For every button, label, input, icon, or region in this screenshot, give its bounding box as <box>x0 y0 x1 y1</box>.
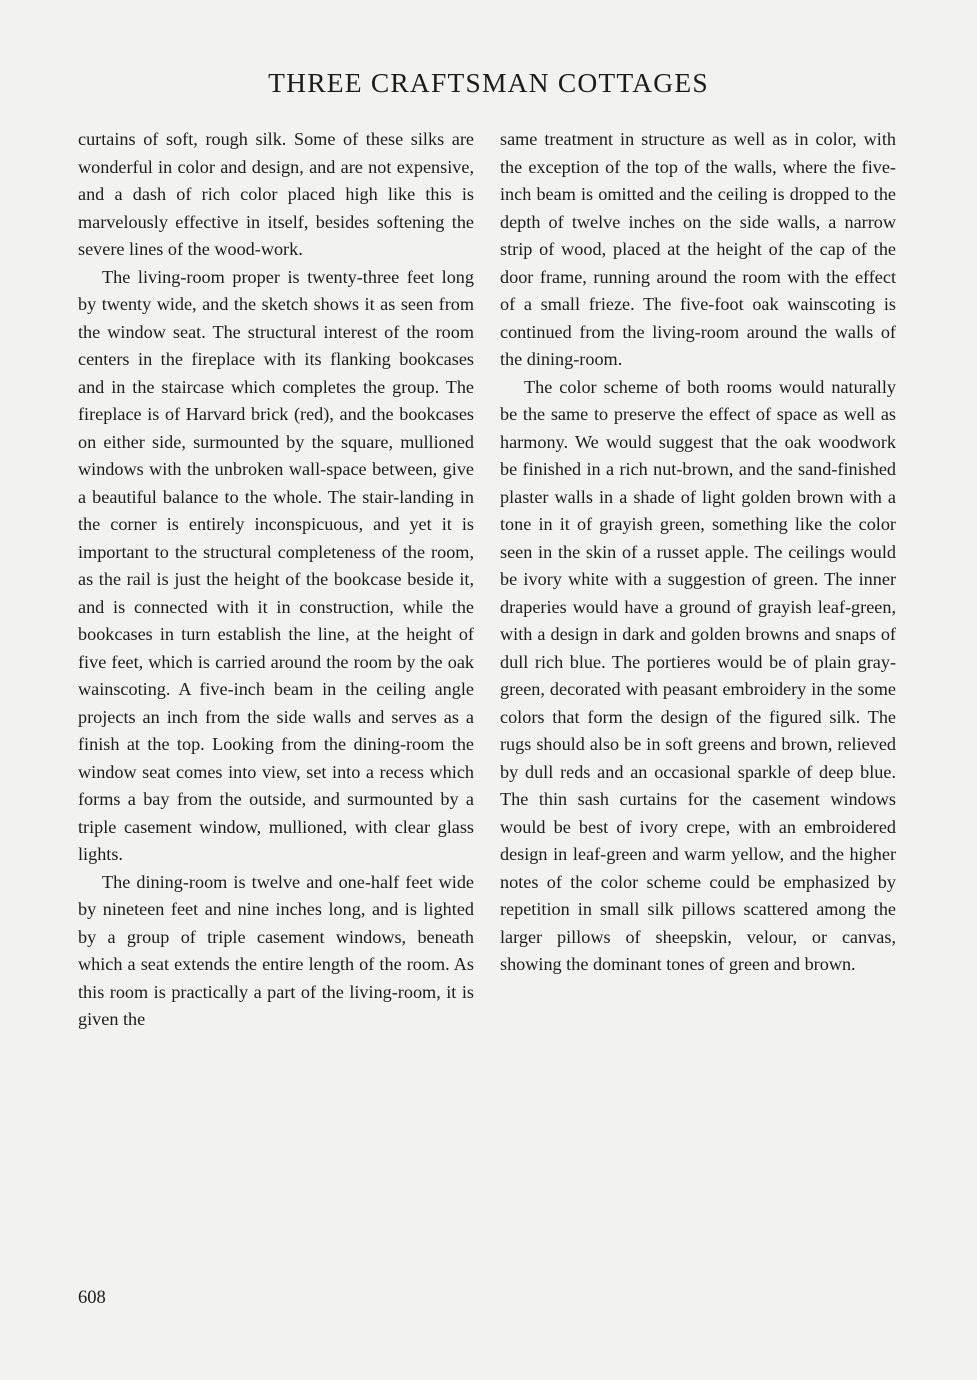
paragraph-color-scheme: The color scheme of both rooms would naturally be the same to preserve the effect of space as well as harmony. We would suggest that the oak woodwork be finished in a rich nut-brown, and the sand-finished plaster walls in a shade of light golden brown with a tone in it of grayish green, something like the color seen in the skin of a russet apple. The ceilings would be ivory white with a suggestion of green. The inner draperies would have a ground of grayish leaf-green, with a design in dark and golden browns and snaps of dull rich blue. The portieres would be of plain gray-green, decorated with peasant embroidery in the some colors that form the design of the figured silk. The rugs should also be in soft greens and brown, relieved by dull reds and an occasional sparkle of deep blue. The thin sash curtains for the casement windows would be best of ivory crepe, with an embroidered design in leaf-green and warm yellow, and the higher notes of the color scheme could be emphasized by repetition in small silk pillows scattered among the larger pillows of sheepskin, velour, or canvas, showing the dominant tones of green and brown. <box>500 376 896 974</box>
paragraph-curtains: curtains of soft, rough silk. Some of these silks are wonderful in color and design, and are not expensive, and a dash of rich color placed high like this is marvelously effective in itself, besides softening the severe lines of the wood-work. <box>78 129 474 259</box>
paragraph-dining-room: The dining-room is twelve and one-half feet wide by nineteen feet and nine inches long, and is lighted by a group of triple casement windows, beneath which a seat extends the entire length of the room. As this room is practically a part of the living-room, it is given the <box>78 871 474 1029</box>
right-column <box>500 126 896 979</box>
left-column <box>78 126 474 1034</box>
running-head-title: THREE CRAFTSMAN COTTAGES <box>268 67 709 98</box>
paragraph-dining-treatment: same treatment in structure as well as in color, with the exception of the top of the walls, where the five-inch beam is omitted and the ceiling is dropped to the depth of twelve inches on the side walls, a narrow strip of wood, placed at the height of the cap of the door frame, running around the room with the effect of a small frieze. The five-foot oak wainscoting is continued from the living-room around the walls of the dining-room. <box>500 129 896 369</box>
page-number: 608 <box>78 1288 106 1308</box>
paragraph-living-room: The living-room proper is twenty-three feet long by twenty wide, and the sketch shows it as seen from the window seat. The structural interest of the room centers in the fireplace with its flanking bookcases and in the staircase which completes the group. The fireplace is of Harvard brick (red), and the bookcases on either side, surmounted by the square, mullioned windows with the unbroken wall-space between, give a beautiful balance to the whole. The stair-landing in the corner is entirely inconspicuous, and yet it is important to the structural completeness of the room, as the rail is just the height of the bookcase beside it, and is connected with it in construction, while the bookcases in turn establish the line, at the height of five feet, which is carried around the room by the oak wainscoting. A five-inch beam in the ceiling angle projects an inch from the side walls and serves as a finish at the top. Looking from the dining-room the window seat comes into view, set into a recess which forms a bay from the outside, and surmounted by a triple casement window, mullioned, with clear glass lights. <box>78 266 474 864</box>
